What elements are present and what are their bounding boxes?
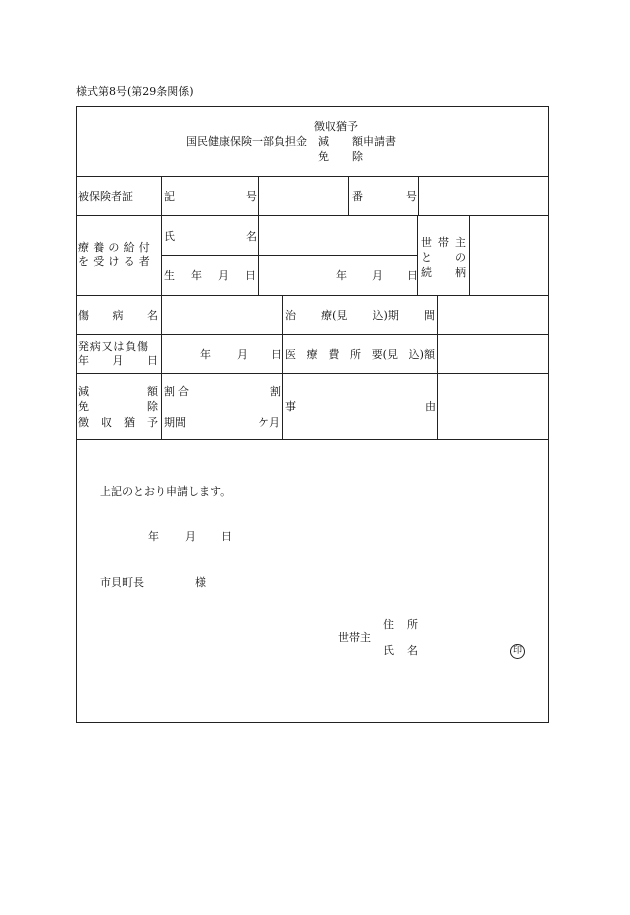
title-prefix: 国民健康保険一部負担金 — [186, 135, 307, 148]
row-divider — [76, 373, 549, 374]
declaration-month: 月 — [185, 530, 196, 543]
onset-label-line1: 発病又は負傷 — [78, 340, 149, 353]
row-divider — [76, 439, 549, 440]
relation-label-line2: と の — [421, 251, 466, 264]
col-divider — [417, 215, 418, 295]
col-divider — [258, 176, 259, 215]
applicant-name-label: 氏 名 — [383, 644, 418, 657]
birth-month: 月 — [372, 269, 383, 282]
ratio-label-left: 割合 — [164, 385, 192, 398]
reason-label-right: 由 — [425, 400, 436, 413]
recipient-label-line1: 療養の給付 — [78, 241, 154, 254]
medical-cost-label: 医 療 費 所 要(見 込)額 — [285, 348, 435, 361]
head-of-household-label: 世帯主 — [338, 631, 371, 644]
insured-card-label: 被保険者証 — [78, 190, 133, 203]
period-label-left: 期間 — [164, 416, 186, 429]
reason-label-left: 事 — [285, 400, 296, 413]
address-label: 住 所 — [383, 618, 418, 631]
declaration-day: 日 — [221, 530, 232, 543]
defer-label: 徴 収 猶 予 — [78, 416, 158, 429]
title-option-defer: 徴収猶予 — [314, 120, 358, 133]
declaration-year: 年 — [148, 530, 159, 543]
period-label-right: ケ月 — [258, 416, 280, 429]
birth-year: 年 — [336, 269, 347, 282]
recipient-label-line2: を受ける者 — [78, 255, 154, 268]
col-divider — [258, 215, 259, 295]
onset-label-line2: 年 月 日 — [78, 354, 158, 367]
row-divider — [76, 295, 549, 296]
birth-day: 日 — [407, 269, 418, 282]
name-label-right: 名 — [246, 230, 257, 243]
illness-label: 傷 病 名 — [78, 309, 158, 322]
col-divider — [418, 176, 419, 215]
relation-label-line3: 続 柄 — [421, 266, 466, 279]
birth-date-label: 生 年 月 日 — [164, 269, 256, 282]
col-divider — [348, 176, 349, 215]
title-suffix: 額申請書 — [352, 135, 396, 148]
onset-month: 月 — [237, 348, 248, 361]
card-symbol-label: 記 — [164, 190, 175, 203]
declaration-statement: 上記のとおり申請します。 — [100, 485, 232, 498]
col-divider — [282, 295, 283, 439]
title-option-reduce: 減 — [318, 135, 329, 148]
exempt-label: 免 除 — [78, 400, 158, 413]
row-divider — [76, 176, 549, 177]
onset-day: 日 — [271, 348, 282, 361]
title-option-exempt-suffix: 除 — [352, 150, 363, 163]
title-option-exempt: 免 — [318, 150, 329, 163]
row-divider — [161, 255, 417, 256]
addressee: 市貝町長 — [100, 576, 144, 589]
card-number-tail: 号 — [406, 190, 417, 203]
reduce-label: 減 額 — [78, 385, 158, 398]
treatment-period-label: 治 療(見 込)期 間 — [285, 309, 435, 322]
row-divider — [76, 334, 549, 335]
relation-label-line1: 世 帯 主 — [421, 236, 466, 249]
onset-year: 年 — [200, 348, 211, 361]
col-divider — [437, 295, 438, 439]
card-number-label: 番 — [352, 190, 363, 203]
seal-icon: 印 — [510, 644, 525, 659]
form-number: 様式第8号(第29条関係) — [76, 85, 194, 98]
row-divider — [76, 215, 549, 216]
col-divider — [161, 176, 162, 439]
addressee-honorific: 様 — [195, 576, 206, 589]
card-symbol-tail: 号 — [246, 190, 257, 203]
name-label-left: 氏 — [164, 230, 175, 243]
col-divider — [469, 215, 470, 295]
ratio-label-right: 割 — [270, 385, 281, 398]
